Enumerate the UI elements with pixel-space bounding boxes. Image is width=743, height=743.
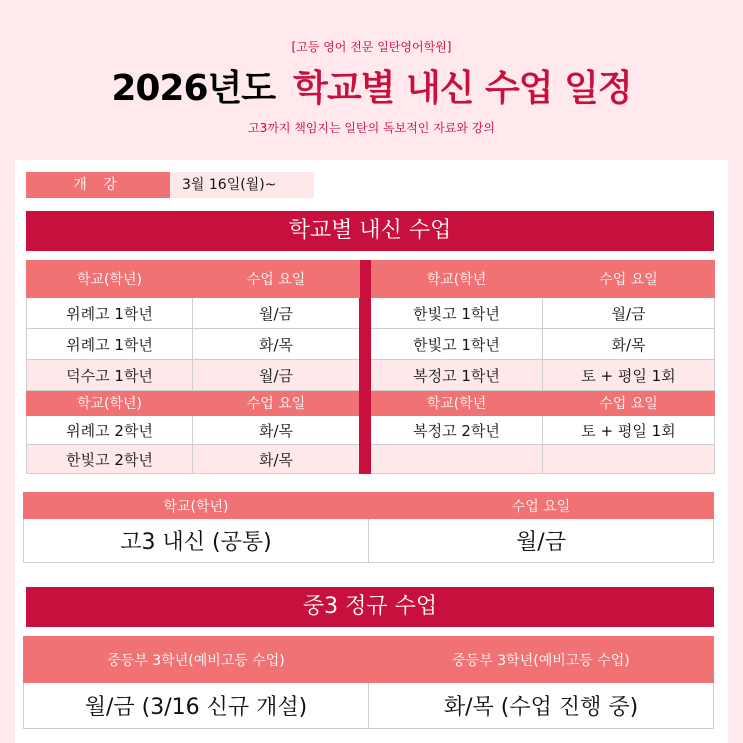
table-header-row xyxy=(27,391,715,416)
middle3-right-cell: 화/목 (수업 진행 중) xyxy=(369,683,714,729)
school-cell: 한빛고 2학년 xyxy=(27,445,193,474)
opening-value: 3월 16일(월)~ xyxy=(170,172,314,198)
table-row xyxy=(24,519,714,563)
school-cell: 덕수고 1학년 xyxy=(27,360,193,391)
column-divider xyxy=(360,261,371,474)
table-header-row xyxy=(24,637,714,683)
table-row xyxy=(27,329,715,360)
col-header-day: 수업 요일 xyxy=(369,493,714,519)
day-cell: 월/금 xyxy=(543,298,715,329)
grade3-day-cell: 월/금 xyxy=(369,519,714,563)
section-school-banner: 학교별 내신 수업 xyxy=(26,211,714,251)
opening-row xyxy=(26,172,316,198)
table-header-row xyxy=(27,261,715,298)
title-year: 2026년도 xyxy=(111,68,276,109)
table-row xyxy=(27,445,715,474)
col-header-left: 중등부 3학년(예비고등 수업) xyxy=(24,637,369,683)
col-header-school: 학교(학년) xyxy=(24,493,369,519)
schedule-card xyxy=(15,160,728,743)
day-cell xyxy=(543,445,715,474)
school-cell: 복정고 1학년 xyxy=(371,360,543,391)
col-header-school: 학교(학년) xyxy=(27,261,193,298)
col-header-school: 학교(학년 xyxy=(371,391,543,416)
opening-label: 개 강 xyxy=(26,172,170,198)
school-cell: 한빛고 1학년 xyxy=(371,298,543,329)
col-header-school: 학교(학년) xyxy=(27,391,193,416)
school-cell: 위례고 1학년 xyxy=(27,329,193,360)
col-header-day: 수업 요일 xyxy=(193,261,360,298)
page-subtitle: 고3까지 책임지는 일탄의 독보적인 자료와 강의 xyxy=(248,121,495,135)
school-cell: 위례고 2학년 xyxy=(27,416,193,445)
table-row xyxy=(27,416,715,445)
table-row xyxy=(27,298,715,329)
school-cell: 한빛고 1학년 xyxy=(371,329,543,360)
day-cell: 화/목 xyxy=(543,329,715,360)
middle3-left-cell: 월/금 (3/16 신규 개설) xyxy=(24,683,369,729)
day-cell: 화/목 xyxy=(193,329,360,360)
col-header-day: 수업 요일 xyxy=(543,391,715,416)
school-schedule-table xyxy=(26,260,715,474)
day-cell: 화/목 xyxy=(193,416,360,445)
col-header-day: 수업 요일 xyxy=(543,261,715,298)
col-header-right: 중등부 3학년(예비고등 수업) xyxy=(369,637,714,683)
page-header xyxy=(0,0,743,160)
day-cell: 월/금 xyxy=(193,360,360,391)
day-cell: 토 + 평일 1회 xyxy=(543,360,715,391)
day-cell: 월/금 xyxy=(193,298,360,329)
col-header-day: 수업 요일 xyxy=(193,391,360,416)
school-cell: 복정고 2학년 xyxy=(371,416,543,445)
academy-kicker: [고등 영어 전문 일탄영어학원] xyxy=(291,40,452,54)
section-middle3-banner: 중3 정규 수업 xyxy=(26,587,714,627)
school-cell xyxy=(371,445,543,474)
col-header-school: 학교(학년 xyxy=(371,261,543,298)
school-cell: 위례고 1학년 xyxy=(27,298,193,329)
day-cell: 화/목 xyxy=(193,445,360,474)
grade3-school-cell: 고3 내신 (공통) xyxy=(24,519,369,563)
table-row xyxy=(27,360,715,391)
table-row xyxy=(24,683,714,729)
page-title xyxy=(0,60,743,111)
day-cell: 토 + 평일 1회 xyxy=(543,416,715,445)
middle3-table xyxy=(23,636,714,729)
grade3-table xyxy=(23,492,714,563)
table-header-row xyxy=(24,493,714,519)
title-main: 학교별 내신 수업 일정 xyxy=(293,68,632,109)
